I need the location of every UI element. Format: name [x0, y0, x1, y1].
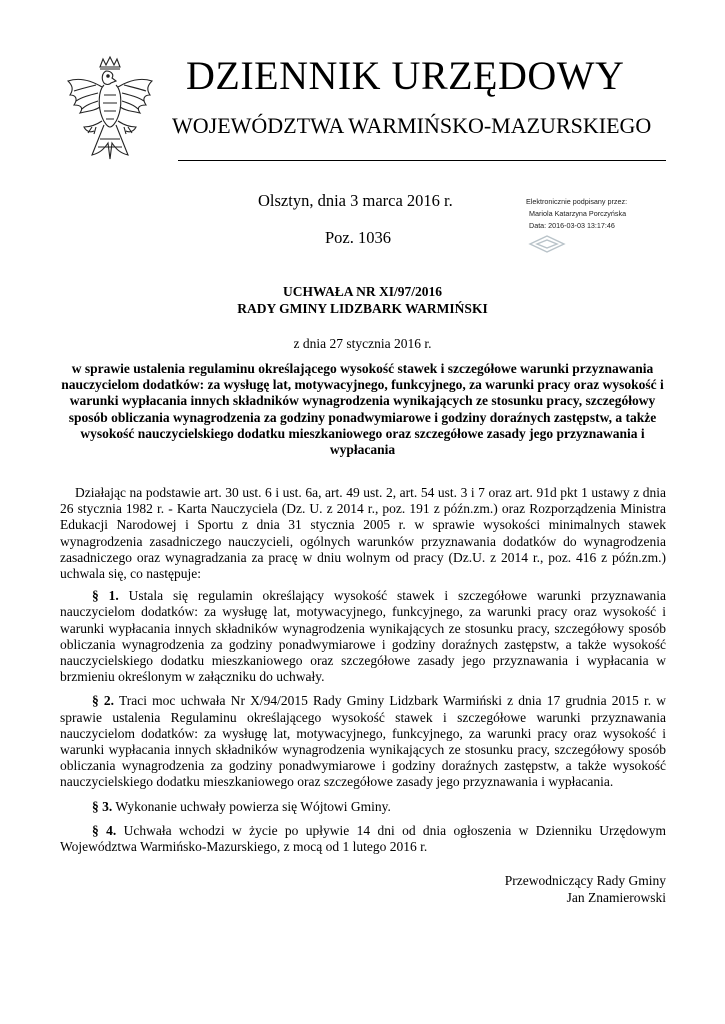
resolution-issuer: RADY GMINY LIDZBARK WARMIŃSKI [237, 301, 488, 316]
signature-stamp-line: Elektronicznie podpisany przez: [526, 197, 628, 206]
electronic-signature-stamp [526, 196, 676, 232]
place-and-date: Olsztyn, dnia 3 marca 2016 r. [258, 191, 453, 210]
preamble: Działając na podstawie art. 30 ust. 6 i ust. 6a, art. 49 ust. 2, art. 54 ust. 3 i 7 oraz art. 91d pkt 1 ustawy z dnia 26 stycznia 1982 r. - Karta Nauczyciela (Dz. U. z 2014 r., poz. 191 z późn.zm.) oraz Rozporządzenia Ministra Edukacji Narodowej i Sportu z dnia 31 stycznia 2005 r. w sprawie wysokości minimalnych stawek wynagrodzenia zasadniczego nauczycieli, ogólnych warunków przyznawania dodatków do wynagrodzenia zasadniczego oraz wynagradzania za pracę w dniu wolnym od pracy (Dz.U. z 2014 r., poz. 416 z późn.zm.) uchwala się, co następuje: [60, 485, 666, 582]
paragraph-label: § 4. [92, 822, 117, 838]
resolution-date: z dnia 27 stycznia 2016 r. [293, 336, 432, 351]
resolution-body [60, 485, 666, 863]
paragraph-text: Ustala się regulamin określający wysokość stawek i szczegółowe warunki przyznawania nauczycielom dodatków: za wysługę lat, motywacyjnego, funkcyjnego, za warunki pracy oraz wysokość i warunki wypłacania innych składników wynagrodzenia wynikających ze stosunku pracy, szczegółowy sposób obliczania wynagrodzenia za godziny ponadwymiarowe i godziny doraźnych zastępstw, a także wysokość nauczycielskiego dodatku mieszkaniowego oraz szczegółowe zasady jego przyznawania i wypłacania w brzmieniu określonym w załączniku do uchwały. [60, 588, 666, 685]
resolution-heading [60, 283, 665, 317]
paragraph-label: § 1. [92, 588, 119, 604]
paragraph-2 [60, 693, 666, 790]
signatory-role: Przewodniczący Rady Gminy [504, 873, 666, 888]
paragraph-label: § 3. [92, 798, 113, 814]
signature-stamp-date: Data: 2016-03-03 13:17:46 [529, 221, 615, 230]
journal-subtitle: WOJEWÓDZTWA WARMIŃSKO-MAZURSKIEGO [172, 113, 652, 138]
paragraph-4 [60, 823, 666, 855]
resolution-subject: w sprawie ustalenia regulaminu określającego wysokość stawek i szczegółowe warunki przyznawania nauczycielom dodatków: za wysługę lat, motywacyjnego, funkcyjnego, za warunki pracy oraz wysokość i warunki wypłacania innych składników wynagrodzenia wynikających ze stosunku pracy, szczegółowy sposób obliczania wynagrodzenia za godziny ponadwymiarowe i godziny doraźnych zastępstw, a także wysokość nauczycielskiego dodatku mieszkaniowego oraz szczegółowe zasady jego przyznawania i wypłacania [61, 361, 664, 458]
signature-stamp-signer: Mariola Katarzyna Porczyńska [529, 209, 627, 218]
signature-watermark-icon [528, 234, 566, 254]
paragraph-text: Traci moc uchwała Nr X/94/2015 Rady Gminy Lidzbark Warmiński z dnia 17 grudnia 2015 r. w sprawie ustalenia Regulaminu określającego wysokość stawek i szczegółowe warunki przyznawania nauczycielom dodatków: za wysługę lat, motywacyjnego, funkcyjnego, za warunki pracy oraz wysokość i warunki wypłacania innych składników wynagrodzenia wynikających ze stosunku pracy, szczegółowy sposób obliczania wynagrodzenia za godziny ponadwymiarowe i godziny doraźnych zastępstw, a także wysokość nauczycielskiego dodatku mieszkaniowego oraz szczegółowe zasady jego przyznawania i wypłacania. [60, 693, 666, 790]
paragraph-label: § 2. [92, 693, 115, 709]
eagle-emblem-icon [62, 55, 158, 167]
position-number: Poz. 1036 [325, 228, 391, 247]
paragraph-text: Wykonanie uchwały powierza się Wójtowi Gminy. [115, 798, 391, 814]
signatory-block [440, 872, 666, 906]
signatory-name: Jan Znamierowski [566, 890, 666, 905]
paragraph-text: Uchwała wchodzi w życie po upływie 14 dni od dnia ogłoszenia w Dzienniku Urzędowym Województwa Warmińsko-Mazurskiego, z mocą od 1 lutego 2016 r. [60, 822, 667, 855]
paragraph-1 [60, 588, 666, 685]
paragraph-3 [60, 799, 666, 815]
resolution-number: UCHWAŁA NR XI/97/2016 [282, 284, 442, 299]
journal-title: DZIENNIK URZĘDOWY [186, 53, 625, 98]
header-divider [178, 160, 666, 161]
